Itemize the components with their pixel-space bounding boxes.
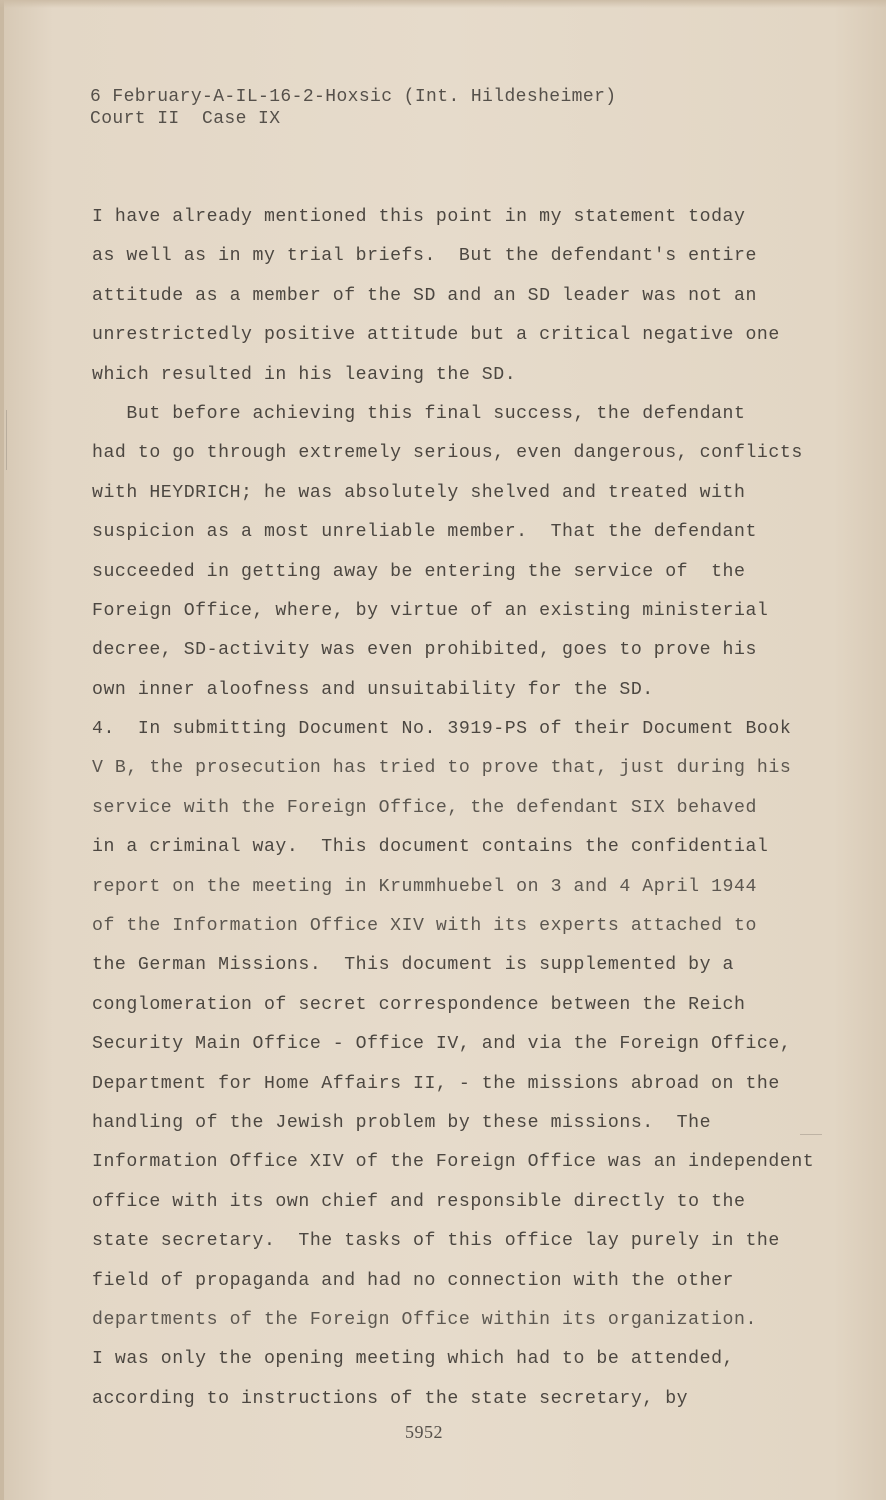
body-line: But before achieving this final success, the defendant	[92, 403, 746, 424]
body-line: field of propaganda and had no connection with the other	[92, 1270, 734, 1291]
body-line: as well as in my trial briefs. But the defendant's entire	[92, 246, 757, 267]
body-line: unrestrictedly positive attitude but a critical negative one	[92, 325, 780, 346]
body-line: own inner aloofness and unsuitability for the SD.	[92, 679, 654, 700]
page-left-edge	[0, 0, 4, 1500]
body-line: handling of the Jewish problem by these missions. The	[92, 1112, 712, 1133]
body-line: in a criminal way. This document contains the confidential	[92, 837, 769, 858]
page-top-edge	[0, 0, 886, 8]
body-line: suspicion as a most unreliable member. That the defendant	[92, 522, 757, 543]
body-line: V B, the prosecution has tried to prove that, just during his	[92, 758, 792, 779]
body-line: Foreign Office, where, by virtue of an existing ministerial	[92, 600, 769, 621]
body-line: Information Office XIV of the Foreign Office was an independent	[92, 1152, 815, 1173]
page-number: 5952	[405, 1422, 443, 1442]
body-line: 4. In submitting Document No. 3919-PS of their Document Book	[92, 719, 792, 740]
body-line: had to go through extremely serious, even dangerous, conflicts	[92, 443, 803, 464]
body-line: attitude as a member of the SD and an SD leader was not an	[92, 285, 757, 306]
body-line: succeeded in getting away be entering the service of the	[92, 561, 746, 582]
margin-mark-left	[6, 410, 7, 470]
body-line: departments of the Foreign Office within its organization.	[92, 1309, 757, 1330]
body-line: the German Missions. This document is supplemented by a	[92, 955, 734, 976]
document-body	[92, 202, 832, 1423]
document-header	[90, 86, 850, 130]
body-line: according to instructions of the state secretary, by	[92, 1388, 689, 1409]
header-court-line: Court II Case IX	[90, 109, 281, 129]
body-line: which resulted in his leaving the SD.	[92, 364, 517, 385]
body-line: Security Main Office - Office IV, and via the Foreign Office,	[92, 1034, 792, 1055]
body-line: state secretary. The tasks of this office lay purely in the	[92, 1231, 780, 1252]
body-line: with HEYDRICH; he was absolutely shelved and treated with	[92, 482, 746, 503]
body-line: decree, SD-activity was even prohibited, goes to prove his	[92, 640, 757, 661]
body-line: Department for Home Affairs II, - the missions abroad on the	[92, 1073, 780, 1094]
body-line: I have already mentioned this point in my statement today	[92, 207, 746, 227]
body-line: I was only the opening meeting which had to be attended,	[92, 1349, 734, 1370]
header-reference-line: 6 February-A-IL-16-2-Hoxsic (Int. Hildesheimer)	[90, 87, 617, 107]
body-line: service with the Foreign Office, the defendant SIX behaved	[92, 797, 757, 818]
body-line: office with its own chief and responsible directly to the	[92, 1191, 746, 1212]
body-line: conglomeration of secret correspondence between the Reich	[92, 994, 746, 1015]
body-line: report on the meeting in Krummhuebel on 3 and 4 April 1944	[92, 876, 757, 897]
body-line: of the Information Office XIV with its experts attached to	[92, 916, 757, 937]
